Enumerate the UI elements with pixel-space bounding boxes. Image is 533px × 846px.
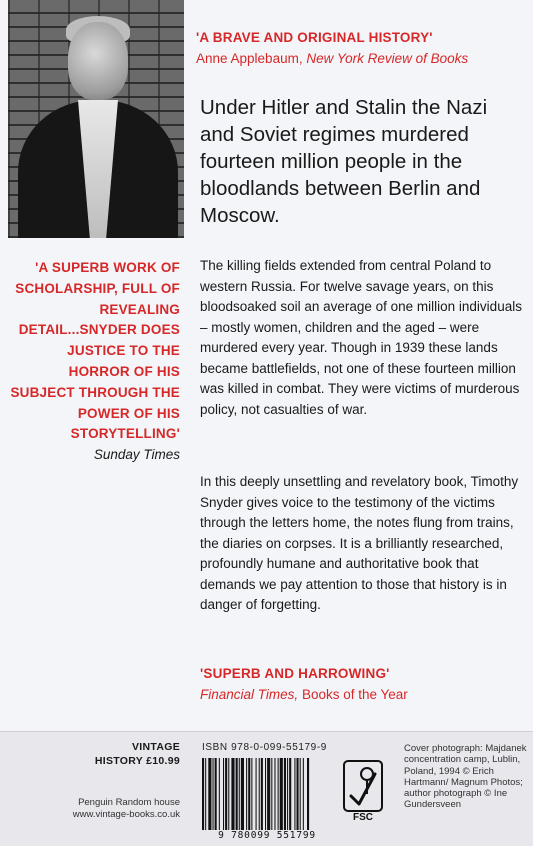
body-paragraph-2: In this deeply unsettling and revelatory book, Timothy Snyder gives voice to the testimony of the victims through the letters home, the notes flung from trains, the diaries on corpses. It is a brilliantly researched, profoundly humane and authoritative book that demands we pay attention to those that history is in danger of forgetting. [200,474,519,612]
imprint-block [8,740,180,768]
author-photo [8,0,184,238]
fsc-label: FSC [353,812,373,823]
lede-paragraph: Under Hitler and Stalin the Nazi and Soviet regimes murdered fourteen million people in the bloodlands between Berlin and Moscow. [200,96,488,227]
cover-photo-credit: Cover photograph: Majdanek concentration camp, Lublin, Poland, 1994 © Erich Hartmann/ Magnum Photos; author photograph © Ine Gundersveen [404,743,527,811]
body-paragraph-1: The killing fields extended from central Poland to western Russia. For twelve savage years, on this bloodsoaked soil an average of one million individuals – mostly women, children and the aged – were murdered every year. Though in 1939 these lands became battlefields, not one of these fourteen million was killed in combat. They were victims of murderous policy, not casualties of war. [200,258,522,417]
bottom-quote-attribution: Financial Times, Books of the Year [200,687,408,702]
publisher-name: Penguin Random house [78,797,180,808]
imprint-name: VINTAGE [132,741,180,753]
bottom-quote-title: 'SUPERB AND HARROWING' [200,666,390,681]
barcode-number: 9 780099 551799 [218,830,316,841]
imprint-price: HISTORY £10.99 [94,755,180,767]
top-quote-attribution: Anne Applebaum, New York Review of Books [196,51,469,66]
publisher-url: www.vintage-books.co.uk [72,809,180,820]
left-review-quote: 'A SUPERB WORK OF SCHOLARSHIP, FULL OF REVEALING DETAIL...SNYDER DOES JUSTICE TO THE HORROR OF HIS SUBJECT THROUGH THE POWER OF HIS STORYTELLING' [10,260,180,442]
isbn-label: ISBN 978-0-099-55179-9 [202,742,327,753]
bottom-review-quote [200,666,525,702]
barcode [198,758,336,832]
publisher-block [8,797,180,821]
top-review-quote [196,30,526,66]
left-quote-source: Sunday Times [93,447,180,462]
top-quote-title: 'A BRAVE AND ORIGINAL HISTORY' [196,30,433,45]
fsc-tree-checkmark-icon [343,760,383,816]
